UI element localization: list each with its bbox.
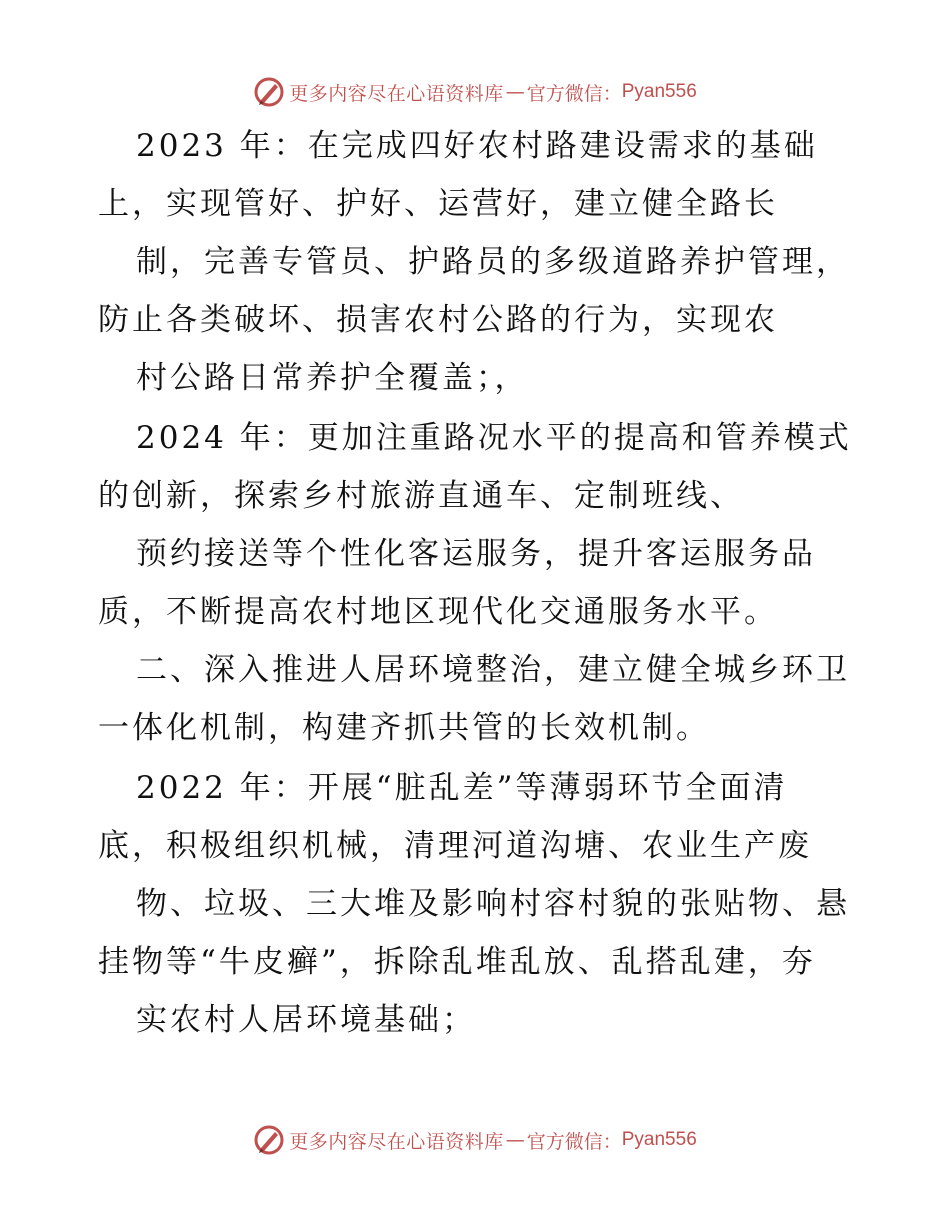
body-line: 2024 年：更加注重路况水平的提高和管养模式 [136, 420, 852, 456]
body-line: 2023 年：在完成四好农村路建设需求的基础 [136, 128, 818, 164]
watermark-separator: — [505, 81, 525, 103]
body-line: 预约接送等个性化客运服务，提升客运服务品 [136, 536, 816, 572]
watermark-text: 更多内容尽在心语资料库 [289, 82, 504, 105]
body-line: 一体化机制，构建齐抓共管的长效机制。 [98, 710, 710, 746]
body-line: 底，积极组织机械，清理河道沟塘、农业生产废 [98, 828, 812, 864]
quill-pen-icon [253, 76, 285, 108]
watermark-wechat-label: 官方微信： [526, 1130, 622, 1153]
watermark-separator: — [505, 1129, 525, 1151]
watermark-footer [0, 1120, 950, 1160]
watermark-wechat-id: Pyan556 [621, 1129, 697, 1150]
body-line: 质，不断提高农村地区现代化交通服务水平。 [98, 594, 778, 630]
body-line: 制，完善专管员、护路员的多级道路养护管理， [136, 244, 850, 280]
body-line: 上，实现管好、护好、运营好，建立健全路长 [98, 186, 778, 222]
watermark-wechat-label: 官方微信： [526, 82, 622, 105]
body-line: 2022 年：开展“脏乱差”等薄弱环节全面清 [136, 770, 788, 806]
body-line: 物、垃圾、三大堆及影响村容村貌的张贴物、悬 [136, 886, 850, 922]
watermark-header [0, 72, 950, 112]
watermark-text: 更多内容尽在心语资料库 [289, 1130, 504, 1153]
quill-pen-icon [253, 1124, 285, 1156]
body-line: 实农村人居环境基础； [136, 1002, 476, 1038]
body-line: 挂物等“牛皮癣”，拆除乱堆乱放、乱搭乱建，夯 [98, 944, 816, 980]
body-line: 村公路日常养护全覆盖；， [136, 360, 529, 396]
body-line: 防止各类破坏、损害农村公路的行为，实现农 [98, 302, 778, 338]
body-line: 二、深入推进人居环境整治，建立健全城乡环卫 [136, 652, 850, 688]
body-line: 的创新，探索乡村旅游直通车、定制班线、 [98, 478, 744, 514]
watermark-wechat-id: Pyan556 [621, 81, 697, 102]
